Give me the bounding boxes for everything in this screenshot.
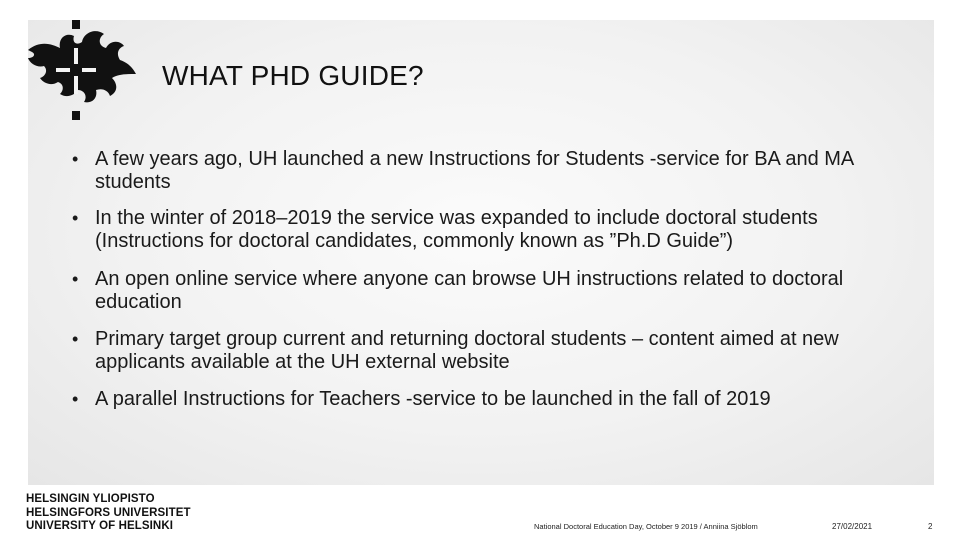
university-name-swedish: HELSINGFORS UNIVERSITET [26, 506, 191, 519]
slide-title: WHAT PHD GUIDE? [162, 60, 424, 91]
university-name-english: UNIVERSITY OF HELSINKI [26, 520, 174, 532]
bullet-item: • Primary target group current and returning doctoral students – content aimed at new applicants available at the UH external website [72, 328, 922, 374]
bullet-item: • An open online service where anyone can browse UH instructions related to doctoral education [72, 268, 922, 314]
bullet-item: • In the winter of 2018–2019 the service was expanded to include doctoral students (Instructions for doctoral candidates, commonly known as ”Ph.D Guide”) [72, 207, 922, 253]
university-flame-logo-icon [22, 18, 142, 123]
university-name-block [26, 493, 191, 534]
footer-event-note: National Doctoral Education Day, October 9 2019 / Anniina Sjöblom [534, 522, 758, 531]
bullet-item: • A few years ago, UH launched a new Instructions for Students -service for BA and MA students [72, 148, 922, 194]
footer-date: 27/02/2021 [832, 522, 873, 531]
bullet-item: • A parallel Instructions for Teachers -service to be launched in the fall of 2019 [72, 388, 922, 411]
university-name-finnish: HELSINGIN YLIOPISTO [26, 493, 155, 505]
page-number: 2 [928, 522, 933, 531]
bullet-list [72, 148, 922, 411]
